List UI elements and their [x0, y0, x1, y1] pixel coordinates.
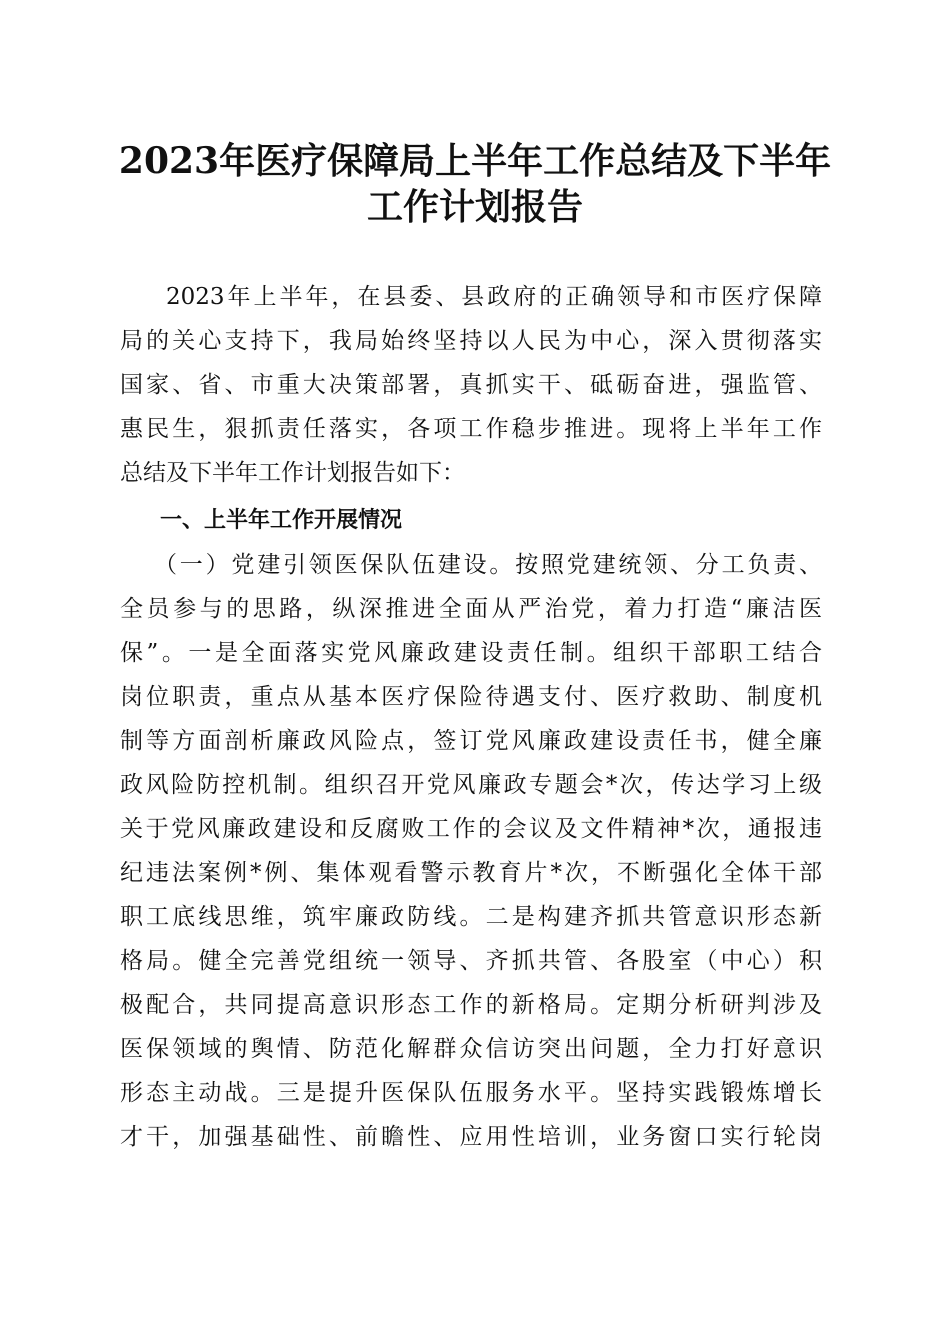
body-line-4: 岗位职责，重点从基本医疗保险待遇支付、医疗救助、制度机: [120, 684, 822, 710]
body-line-12: 医保领域的舆情、防范化解群众信访突出问题，全力打好意识: [120, 1036, 822, 1062]
body-line-3: 保”。一是全面落实党风廉政建设责任制。组织干部职工结合: [120, 640, 822, 666]
body-line-9: 职工底线思维，筑牢廉政防线。二是构建齐抓共管意识形态新: [120, 904, 822, 930]
section-heading: 一、上半年工作开展情况: [160, 508, 403, 533]
intro-line-1: 2023年上半年，在县委、县政府的正确领导和市医疗保障: [166, 284, 822, 310]
intro-line-5: 总结及下半年工作计划报告如下：: [120, 460, 465, 486]
document-title-line-1: 2023年医疗保障局上半年工作总结及下半年: [118, 140, 832, 182]
intro-line-4: 惠民生，狠抓责任落实，各项工作稳步推进。现将上半年工作: [120, 416, 822, 442]
intro-line-3: 国家、省、市重大决策部署，真抓实干、砥砺奋进，强监管、: [120, 372, 822, 398]
body-line-11: 极配合，共同提高意识形态工作的新格局。定期分析研判涉及: [120, 992, 822, 1018]
body-line-6: 政风险防控机制。组织召开党风廉政专题会*次，传达学习上级: [120, 772, 822, 798]
body-line-7: 关于党风廉政建设和反腐败工作的会议及文件精神*次，通报违: [120, 816, 822, 842]
body-line-14: 才干，加强基础性、前瞻性、应用性培训，业务窗口实行轮岗: [120, 1124, 822, 1150]
body-line-10: 格局。健全完善党组统一领导、齐抓共管、各股室（中心）积: [120, 948, 822, 974]
body-line-8: 纪违法案例*例、集体观看警示教育片*次，不断强化全体干部: [120, 860, 822, 886]
document-title-line-2: 工作计划报告: [366, 186, 583, 228]
body-line-1: （一）党建引领医保队伍建设。按照党建统领、分工负责、: [154, 552, 822, 578]
intro-line-2: 局的关心支持下，我局始终坚持以人民为中心，深入贯彻落实: [120, 328, 822, 354]
body-line-5: 制等方面剖析廉政风险点，签订党风廉政建设责任书，健全廉: [120, 728, 822, 754]
body-line-13: 形态主动战。三是提升医保队伍服务水平。坚持实践锻炼增长: [120, 1080, 822, 1106]
body-line-2: 全员参与的思路，纵深推进全面从严治党，着力打造“廉洁医: [120, 596, 822, 622]
